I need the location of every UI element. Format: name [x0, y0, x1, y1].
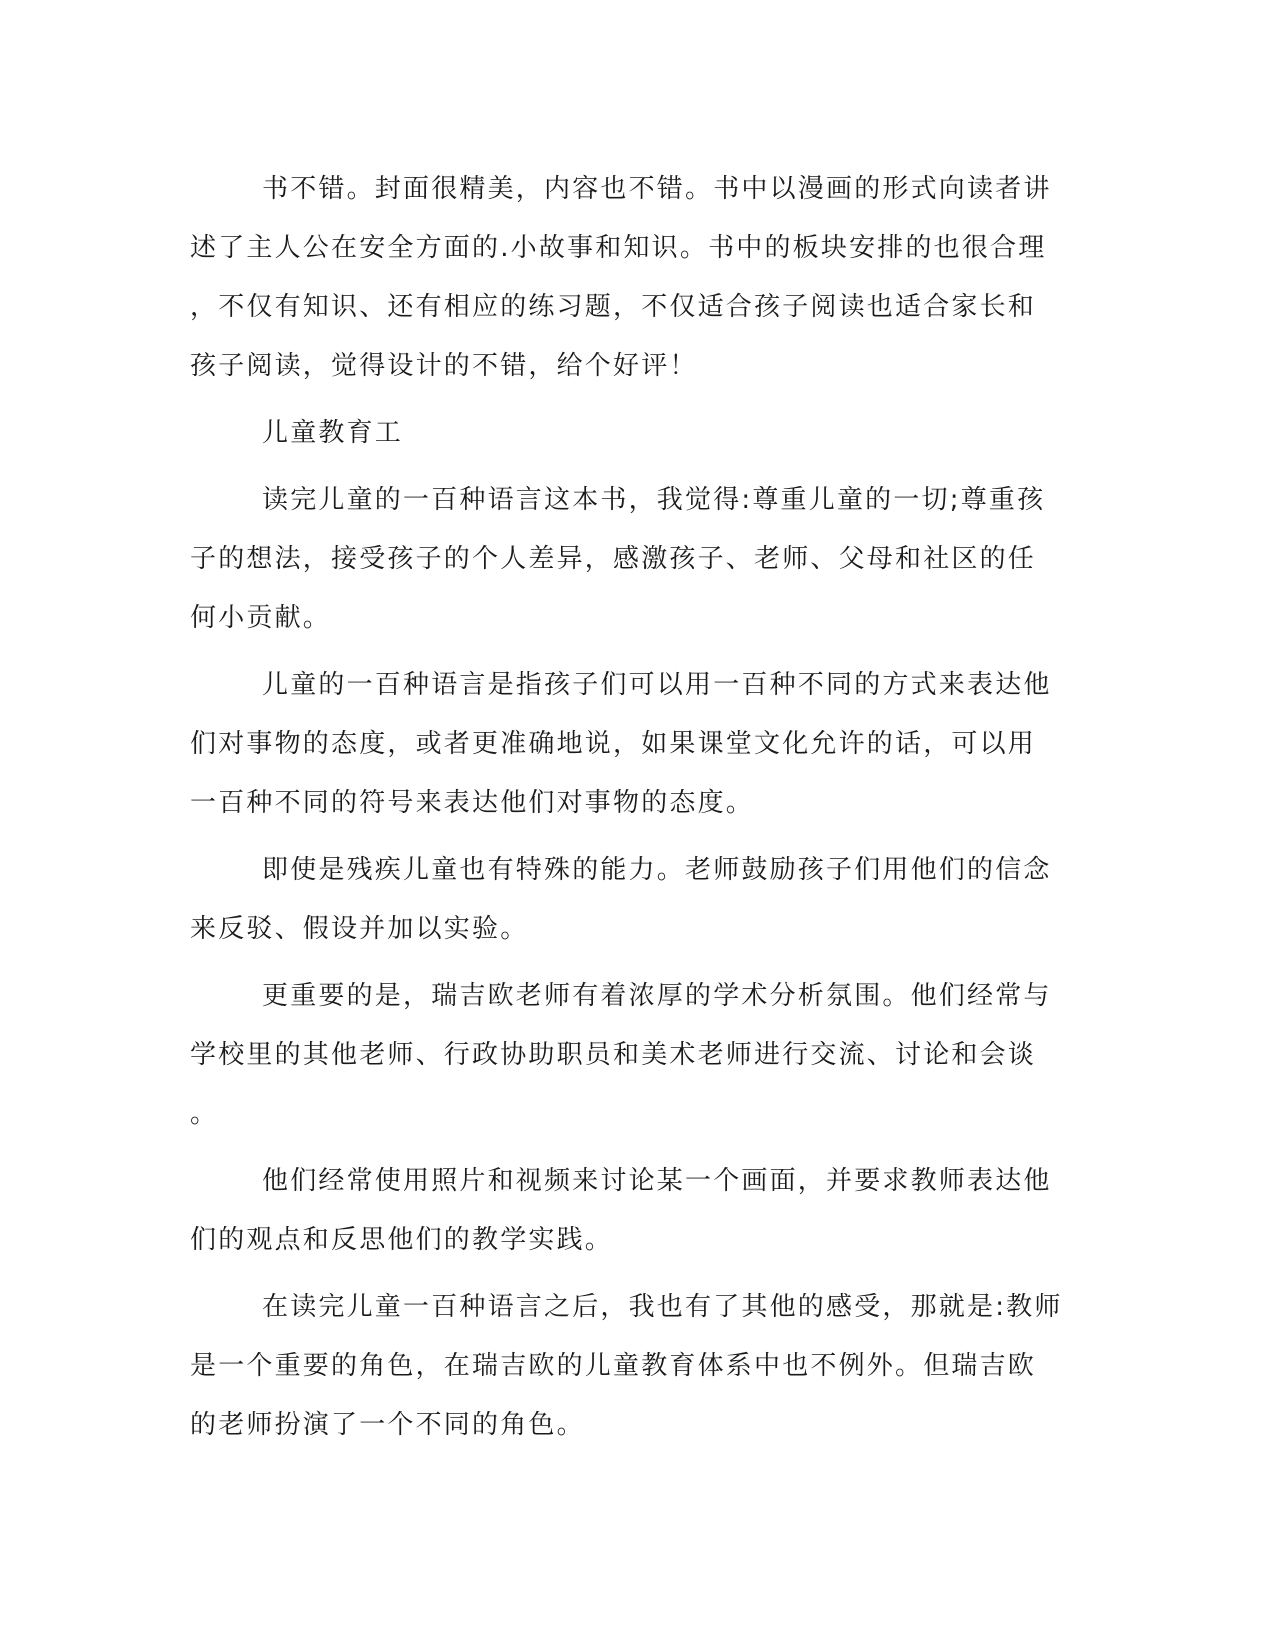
text-line: 是一个重要的角色，在瑞吉欧的儿童教育体系中也不例外。但瑞吉欧 — [190, 1351, 1037, 1381]
paragraph-academic-atmosphere — [190, 967, 1090, 1144]
text-line: 儿童的一百种语言是指孩子们可以用一百种不同的方式来表达他 — [262, 670, 1052, 700]
paragraph-hundred-languages — [190, 656, 1090, 833]
text-line: 的老师扮演了一个不同的角色。 — [190, 1410, 585, 1440]
paragraph-book-review — [190, 160, 1090, 396]
text-line: 子的想法，接受孩子的个人差异，感激孩子、老师、父母和社区的任 — [190, 544, 1037, 574]
text-line: 。 — [190, 1099, 219, 1129]
text-line: 们对事物的态度，或者更准确地说，如果课堂文化允许的话，可以用 — [190, 729, 1037, 759]
text-line: 们的观点和反思他们的教学实践。 — [190, 1225, 614, 1255]
text-line: 一百种不同的符号来表达他们对事物的态度。 — [190, 788, 755, 818]
text-line: 学校里的其他老师、行政协助职员和美术老师进行交流、讨论和会谈 — [190, 1040, 1037, 1070]
document-body — [190, 160, 1090, 1463]
text-line: 来反驳、假设并加以实验。 — [190, 914, 529, 944]
paragraph-photos-videos — [190, 1152, 1090, 1270]
paragraph-special-abilities — [190, 841, 1090, 959]
text-line: 在读完儿童一百种语言之后，我也有了其他的感受，那就是:教师 — [262, 1292, 1063, 1322]
paragraph-respect-children — [190, 471, 1090, 648]
text-line: 他们经常使用照片和视频来讨论某一个画面，并要求教师表达他 — [262, 1166, 1052, 1196]
text-line: ，不仅有知识、还有相应的练习题，不仅适合孩子阅读也适合家长和 — [190, 292, 1037, 322]
text-line: 更重要的是，瑞吉欧老师有着浓厚的学术分析氛围。他们经常与 — [262, 981, 1052, 1011]
paragraph-heading-children-education — [190, 404, 1090, 463]
text-line: 书不错。封面很精美，内容也不错。书中以漫画的形式向读者讲 — [262, 174, 1052, 204]
text-line: 述了主人公在安全方面的.小故事和知识。书中的板块安排的也很合理 — [190, 233, 1047, 263]
paragraph-teacher-role — [190, 1278, 1090, 1455]
section-heading: 儿童教育工 — [262, 418, 404, 448]
text-line: 孩子阅读，觉得设计的不错，给个好评！ — [190, 351, 698, 381]
text-line: 读完儿童的一百种语言这本书，我觉得:尊重儿童的一切;尊重孩 — [262, 485, 1046, 515]
text-line: 何小贡献。 — [190, 603, 332, 633]
text-line: 即使是残疾儿童也有特殊的能力。老师鼓励孩子们用他们的信念 — [262, 855, 1052, 885]
